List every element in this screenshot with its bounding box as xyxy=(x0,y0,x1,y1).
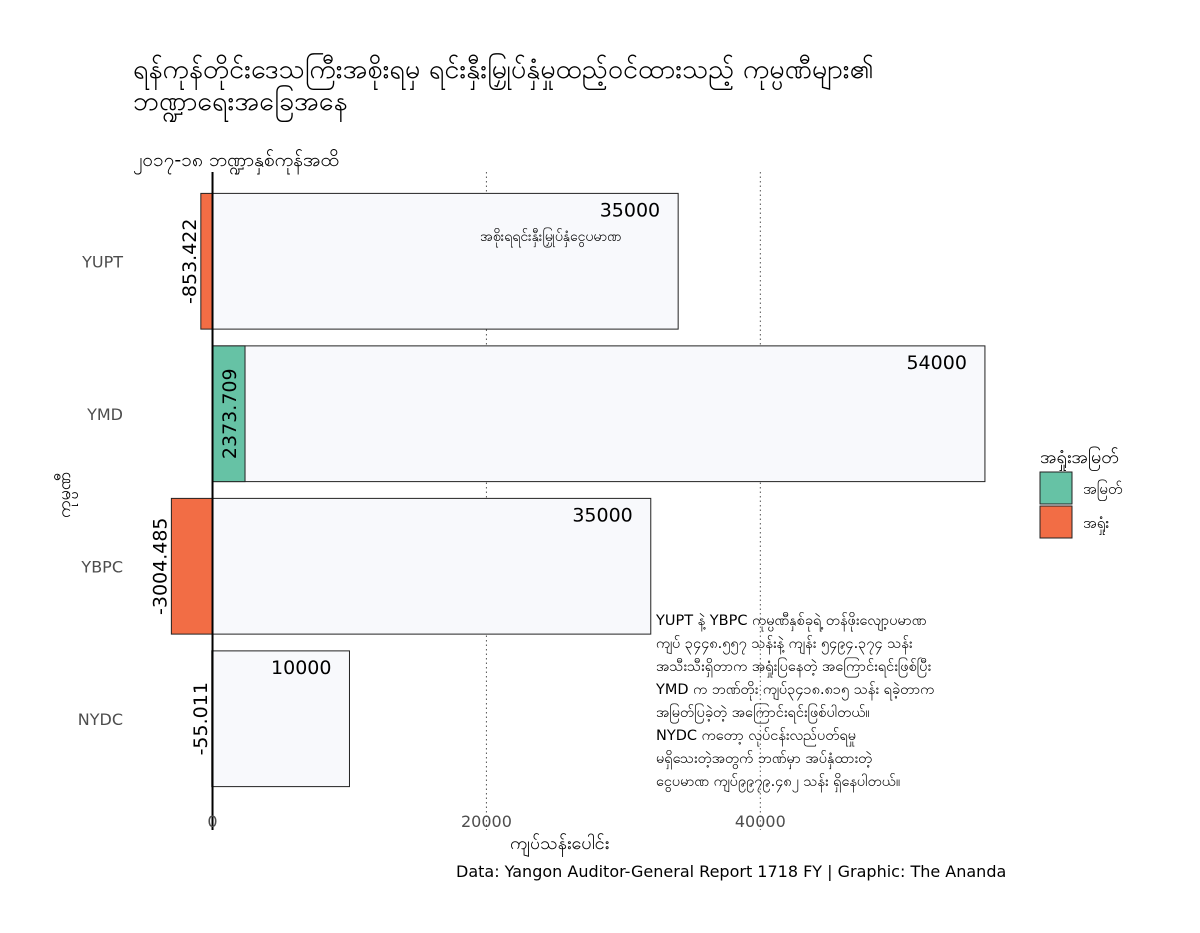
x-tick-labels xyxy=(207,812,785,831)
chart-title-line-1: ရန်ကုန်တိုင်းဒေသကြီးအစိုးရမှ ရင်းနှီးမြှုပ်နှံမှုထည့်ဝင်ထားသည့် ကုမ္ပဏီများ၏ xyxy=(133,54,874,85)
legend-label-1: အမြတ် xyxy=(1083,480,1123,498)
note-line-6: NYDC ကတော့ လုပ်ငန်းလည်ပတ်ရမှု xyxy=(656,728,857,744)
chart-title-line-2: ဘဏ္ဍာရေးအခြေအနေ xyxy=(133,86,348,117)
note-line-1: YUPT နဲ့ YBPC ကုမ္ပဏီနှစ်ခုရဲ့ တန်ဖိုးလျော့ပမာဏ xyxy=(656,613,927,629)
y-tick-YBPC: YBPC xyxy=(81,557,123,577)
profit-loss-label-YMD: 2373.709 xyxy=(218,368,241,460)
y-tick-YUPT: YUPT xyxy=(82,252,123,272)
capital-label-YBPC: 35000 xyxy=(572,504,633,527)
legend xyxy=(1040,446,1122,538)
legend-swatch-2 xyxy=(1040,506,1072,538)
profit-loss-label-YBPC: -3004.485 xyxy=(149,517,172,616)
chart-titles xyxy=(133,52,874,175)
x-tick-0: 0 xyxy=(207,812,218,831)
y-tick-labels xyxy=(78,252,123,729)
profit-loss-bar-YBPC xyxy=(171,498,212,634)
legend-swatch-1 xyxy=(1040,472,1072,504)
note-line-3: အသီးသီးရှိတာက အရှုံးပြနေတဲ့ အကြောင်းရင်းဖြစ်ပြီး xyxy=(656,659,932,675)
legend-label-2: အရှုံး xyxy=(1083,514,1110,532)
capital-label-YUPT: 35000 xyxy=(599,199,661,222)
note-line-7: မရှိသေးတဲ့အတွက် ဘဏ်မှာ အပ်နှံထားတဲ့ xyxy=(656,751,873,767)
profit-loss-bar-YUPT xyxy=(201,193,213,329)
note-line-2: ကျပ် ၃၄၄၈.၅၅၇ သန်းနဲ့ ကျန်း ၅၄၉၄.၃၇၄ သန်း xyxy=(656,636,913,652)
x-tick-40000: 40000 xyxy=(734,812,786,831)
x-tick-20000: 20000 xyxy=(460,812,512,831)
capital-label-YMD: 54000 xyxy=(906,351,967,374)
profit-loss-label-YUPT: -853.422 xyxy=(178,218,201,304)
profit-loss-label-NYDC: -55.011 xyxy=(189,682,212,756)
capital-bar-YMD xyxy=(213,346,985,482)
note-line-4: YMD က ဘဏ်တိုး ကျပ်၃၄၁၈.၈၁၅ သန်း ရခဲ့တာက xyxy=(656,682,935,698)
bar-annotation: အစိုးရရင်းနှီးမြှုပ်နှံငွေပမာဏ xyxy=(480,229,622,245)
chart-subtitle: ၂၀၁၇-၁၈ ဘဏ္ဍာနှစ်ကုန်အထိ xyxy=(133,149,339,171)
y-axis-label: ကုမ္ပဏီ xyxy=(54,471,75,518)
capital-label-NYDC: 10000 xyxy=(271,656,332,679)
x-axis-label: ကျပ်သန်းပေါင်း xyxy=(510,833,610,854)
caption: Data: Yangon Auditor-General Report 1718 FY | Graphic: The Ananda xyxy=(456,862,1007,881)
note-text xyxy=(655,611,934,793)
y-tick-NYDC: NYDC xyxy=(77,709,123,729)
legend-title: အရှုံးအမြတ် xyxy=(1040,447,1119,468)
note-line-5: အမြတ်ပြခဲ့တဲ့ အကြောင်းရင်းဖြစ်ပါတယ်။ xyxy=(656,705,870,721)
note-line-8: ငွေပမာဏ ကျပ်၉၉၇၉.၄၈၂ သန်း ရှိနေပါတယ်။ xyxy=(656,774,901,790)
y-tick-YMD: YMD xyxy=(87,404,123,424)
